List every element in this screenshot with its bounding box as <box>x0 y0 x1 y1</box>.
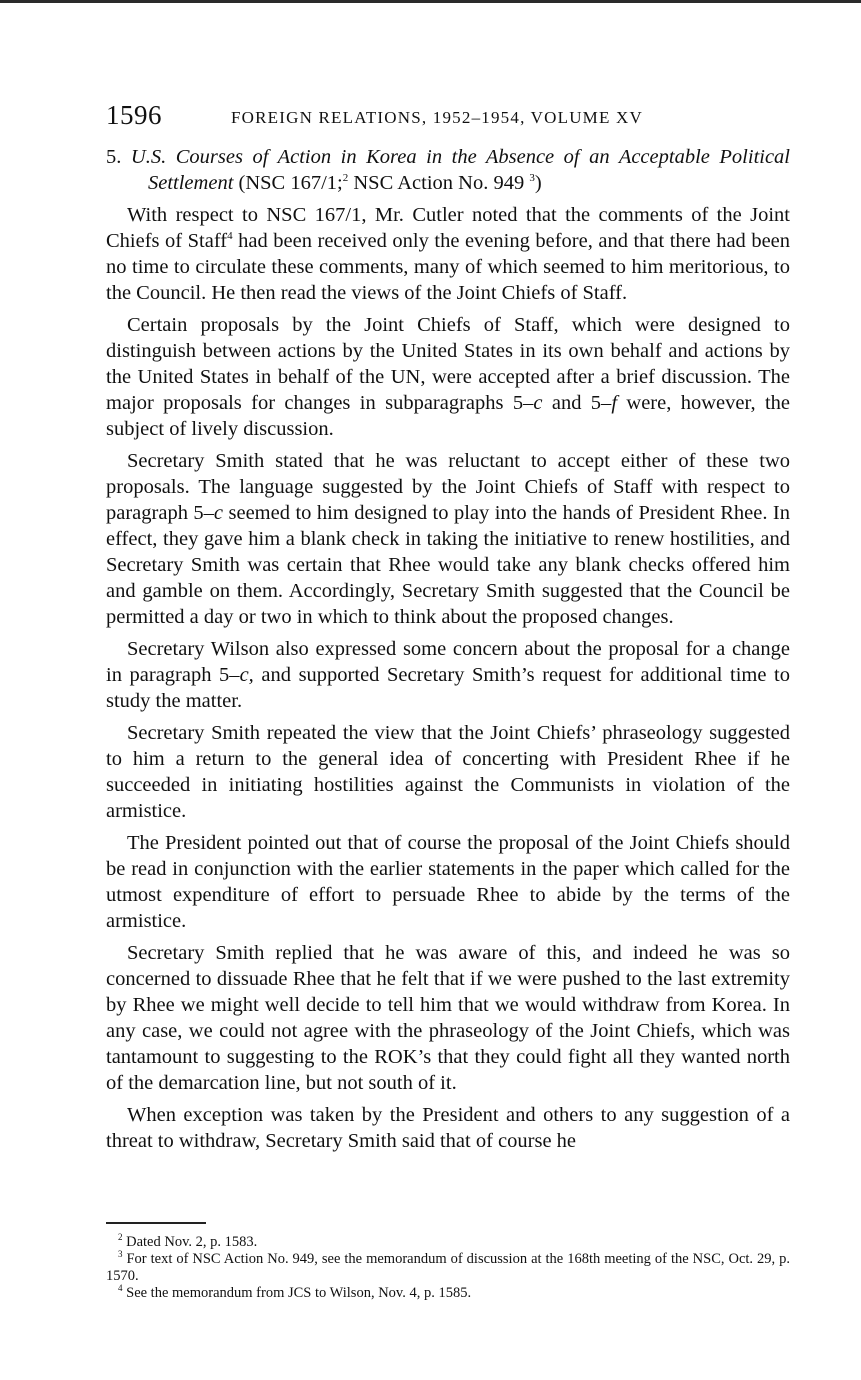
item-title: U.S. Courses of Action in Korea in the Absence of an Acceptable Political Settlement <box>130 146 791 194</box>
footnote-2 <box>106 1234 790 1251</box>
footnote-4-text: See the memorandum from JCS to Wilson, Nov. 4, p. 1585. <box>126 1285 472 1301</box>
footnote-3 <box>106 1251 790 1285</box>
paragraph-4-letter-c: c, <box>239 664 254 686</box>
footnotes <box>106 1234 790 1302</box>
paragraph-2 <box>106 312 790 442</box>
running-head <box>106 98 790 138</box>
item-ref-open: (NSC 167/1; <box>238 172 343 194</box>
paragraph-2-text-d: were, however, the subject of lively discussion. <box>106 392 790 440</box>
paragraph-1-text-a: With respect to NSC 167/1, Mr. Cutler noted that the comments of the Joint Chiefs of Staff <box>106 204 790 252</box>
paragraph-2-letter-c: c <box>533 392 543 414</box>
paragraph-4-text-a: Secretary Wilson also expressed some concern about the proposal for a change in paragraph 5– <box>106 638 790 686</box>
paragraph-4-text-b: and supported Secretary Smith’s request for additional time to study the matter. <box>106 664 791 712</box>
paragraph-3-text-a: Secretary Smith stated that he was reluctant to accept either of these two proposals. The language suggested by the Joint Chiefs of Staff with respect to paragraph 5– <box>106 450 790 524</box>
paragraph-7: Secretary Smith replied that he was aware of this, and indeed he was so concerned to dissuade Rhee that he felt that if we were pushed to the last extremity by Rhee we might well decide to tell him that we would withdraw from Korea. In any case, we could not agree with the phraseology of the Joint Chiefs, which was tantamount to suggesting to the ROK’s that they could fight all they wanted north of the demarcation line, but not south of it. <box>106 942 790 1094</box>
running-title: FOREIGN RELATIONS, 1952–1954, VOLUME XV <box>231 108 643 127</box>
paragraph-2-letter-f: f <box>611 392 618 414</box>
paragraph-3-letter-c: c <box>213 502 224 524</box>
footnote-4 <box>106 1285 790 1302</box>
item-number: 5. <box>106 146 122 168</box>
footnote-4-mark: 4 <box>118 1283 123 1294</box>
footnote-ref-2: 2 <box>342 172 349 185</box>
paragraph-8: When exception was taken by the President and others to any suggestion of a threat to withdraw, Secretary Smith said that of course he <box>106 1104 790 1152</box>
paragraph-1 <box>106 202 790 306</box>
footnote-ref-4: 4 <box>227 230 233 243</box>
item-ref-close: ) <box>534 172 542 194</box>
top-edge-rule <box>0 0 861 3</box>
footnote-divider <box>106 1222 206 1224</box>
paragraph-2-text-b: and 5– <box>551 392 612 414</box>
footnote-3-mark: 3 <box>118 1249 123 1260</box>
footnote-2-text: Dated Nov. 2, p. 1583. <box>126 1234 258 1250</box>
paragraph-4 <box>106 636 790 714</box>
paragraph-1-text-b: had been received only the evening before, and that there had been no time to circulate these comments, many of which seemed to him meritorious, to the Council. He then read the views of the Joint Chiefs of Staff. <box>106 230 791 304</box>
footnote-ref-3: 3 <box>529 172 535 185</box>
item-heading <box>106 144 790 196</box>
paragraph-5: Secretary Smith repeated the view that the Joint Chiefs’ phraseology suggested to him a return to the general idea of concerting with President Rhee if he succeeded in initiating hostilities against the Communists in violation of the armistice. <box>106 722 790 822</box>
paragraph-2-text-a: Certain proposals by the Joint Chiefs of Staff, which were designed to distinguish between actions by the United States in its own behalf and actions by the United States in behalf of the UN, were accepted after a brief discussion. The major proposals for changes in subparagraphs 5– <box>106 314 790 414</box>
item-ref-action: NSC Action No. 949 <box>353 172 525 194</box>
paragraph-6: The President pointed out that of course the proposal of the Joint Chiefs should be read in conjunction with the earlier statements in the paper which called for the utmost expenditure of effort to persuade Rhee to abide by the terms of the armistice. <box>106 832 790 932</box>
document-page <box>106 98 790 1154</box>
paragraph-3-text-b: seemed to him designed to play into the hands of President Rhee. In effect, they gave him a blank check in taking the initiative to renew hostilities, and Secretary Smith was certain that Rhee would take any blank checks offered him and gamble on them. Accordingly, Secretary Smith suggested that the Council be permitted a day or two in which to think about the proposed changes. <box>106 502 790 628</box>
footnote-2-mark: 2 <box>118 1232 123 1243</box>
paragraph-3 <box>106 448 790 630</box>
page-number: 1596 <box>106 100 162 130</box>
footnote-3-text: For text of NSC Action No. 949, see the memorandum of discussion at the 168th meeting of the NSC, Oct. 29, p. 1570. <box>106 1251 790 1284</box>
